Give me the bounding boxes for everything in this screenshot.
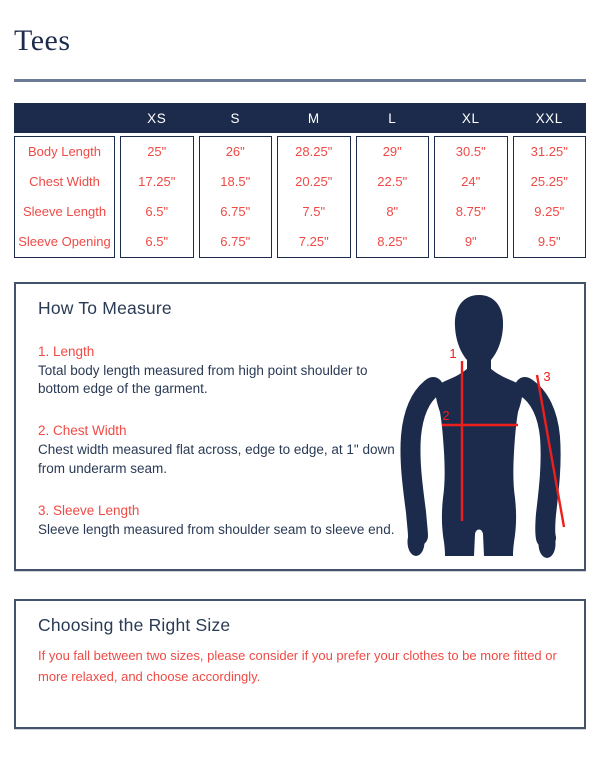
size-value-cell: 7.5" — [302, 204, 326, 219]
figure-torso — [436, 368, 522, 556]
figure-label-3: 3 — [543, 369, 551, 384]
measure-item-description: Chest width measured flat across, edge to edge, at 1" down from underarm seam. — [38, 442, 395, 476]
measure-item-description: Sleeve length measured from shoulder seam to sleeve end. — [38, 521, 395, 537]
size-value-cell: 8.25" — [377, 234, 408, 249]
size-guide-page — [0, 26, 600, 729]
measure-items — [38, 344, 400, 539]
size-value-cell: 29" — [382, 144, 402, 159]
choosing-size-text: If you fall between two sizes, please consider if you prefer your clothes to be more fitted or more relaxed, and choose accordingly. — [38, 648, 557, 684]
size-value-cell: 9.25" — [534, 204, 565, 219]
figure-right-hand — [539, 530, 556, 558]
size-value-cell: 6.75" — [220, 234, 251, 249]
size-header-cell: XS — [147, 110, 167, 126]
size-header-cell: XL — [461, 110, 480, 126]
size-value-cell: 18.5" — [220, 174, 251, 189]
size-row-label: Sleeve Opening — [18, 234, 111, 249]
figure-left-arm — [410, 387, 433, 536]
size-header-cell: L — [388, 110, 397, 126]
size-value-cell: 8" — [386, 204, 399, 219]
size-header-cell: XXL — [535, 110, 563, 126]
size-value-column — [513, 136, 587, 258]
size-row-label: Chest Width — [29, 174, 100, 189]
page-title: Tees — [14, 24, 71, 57]
size-table-body — [14, 136, 586, 258]
size-value-cell: 28.25" — [295, 144, 333, 159]
size-row-label: Body Length — [27, 144, 101, 159]
size-value-column — [277, 136, 351, 258]
size-value-cell: 30.5" — [455, 144, 486, 159]
size-value-cell: 6.5" — [145, 234, 169, 249]
size-value-cell: 20.25" — [295, 174, 333, 189]
size-value-cell: 25.25" — [530, 174, 568, 189]
size-label-column — [14, 136, 115, 258]
body-measurement-figure — [400, 284, 586, 569]
size-table — [14, 103, 586, 258]
figure-right-arm — [525, 387, 551, 538]
size-value-column — [434, 136, 508, 258]
measure-item — [38, 503, 400, 539]
measure-item — [38, 423, 400, 477]
choosing-size-heading: Choosing the Right Size — [38, 615, 231, 635]
choosing-size-panel — [14, 599, 586, 729]
size-header-cell: M — [307, 110, 320, 126]
size-value-cell: 24" — [461, 174, 481, 189]
measure-item-title: 1. Length — [38, 344, 95, 359]
size-value-cell: 9.5" — [537, 234, 561, 249]
size-value-column — [356, 136, 430, 258]
measure-item-description: Total body length measured from high point shoulder to bottom edge of the garment. — [38, 363, 368, 397]
size-row-label: Sleeve Length — [22, 204, 107, 219]
size-value-cell: 9" — [464, 234, 477, 249]
size-value-cell: 6.5" — [145, 204, 169, 219]
size-value-cell: 6.75" — [220, 204, 251, 219]
size-value-column — [120, 136, 194, 258]
size-table-header — [14, 103, 586, 133]
figure-label-2: 2 — [442, 408, 450, 423]
size-value-cell: 31.25" — [530, 144, 568, 159]
size-value-cell: 7.25" — [298, 234, 329, 249]
measure-item — [38, 344, 400, 398]
size-header-cell: S — [230, 110, 241, 126]
figure-label-1: 1 — [449, 346, 457, 361]
how-to-measure-heading: How To Measure — [38, 298, 172, 318]
title-rule — [14, 79, 586, 82]
measure-item-title: 3. Sleeve Length — [38, 502, 140, 518]
size-value-cell: 22.5" — [377, 174, 408, 189]
size-value-cell: 8.75" — [455, 204, 486, 219]
measure-item-title: 2. Chest Width — [38, 423, 127, 439]
size-value-column — [199, 136, 273, 258]
size-value-cell: 25" — [147, 144, 167, 159]
how-to-measure-panel — [14, 282, 586, 571]
size-value-cell: 17.25" — [138, 174, 176, 189]
size-value-cell: 26" — [225, 144, 245, 159]
figure-left-hand — [408, 528, 425, 556]
